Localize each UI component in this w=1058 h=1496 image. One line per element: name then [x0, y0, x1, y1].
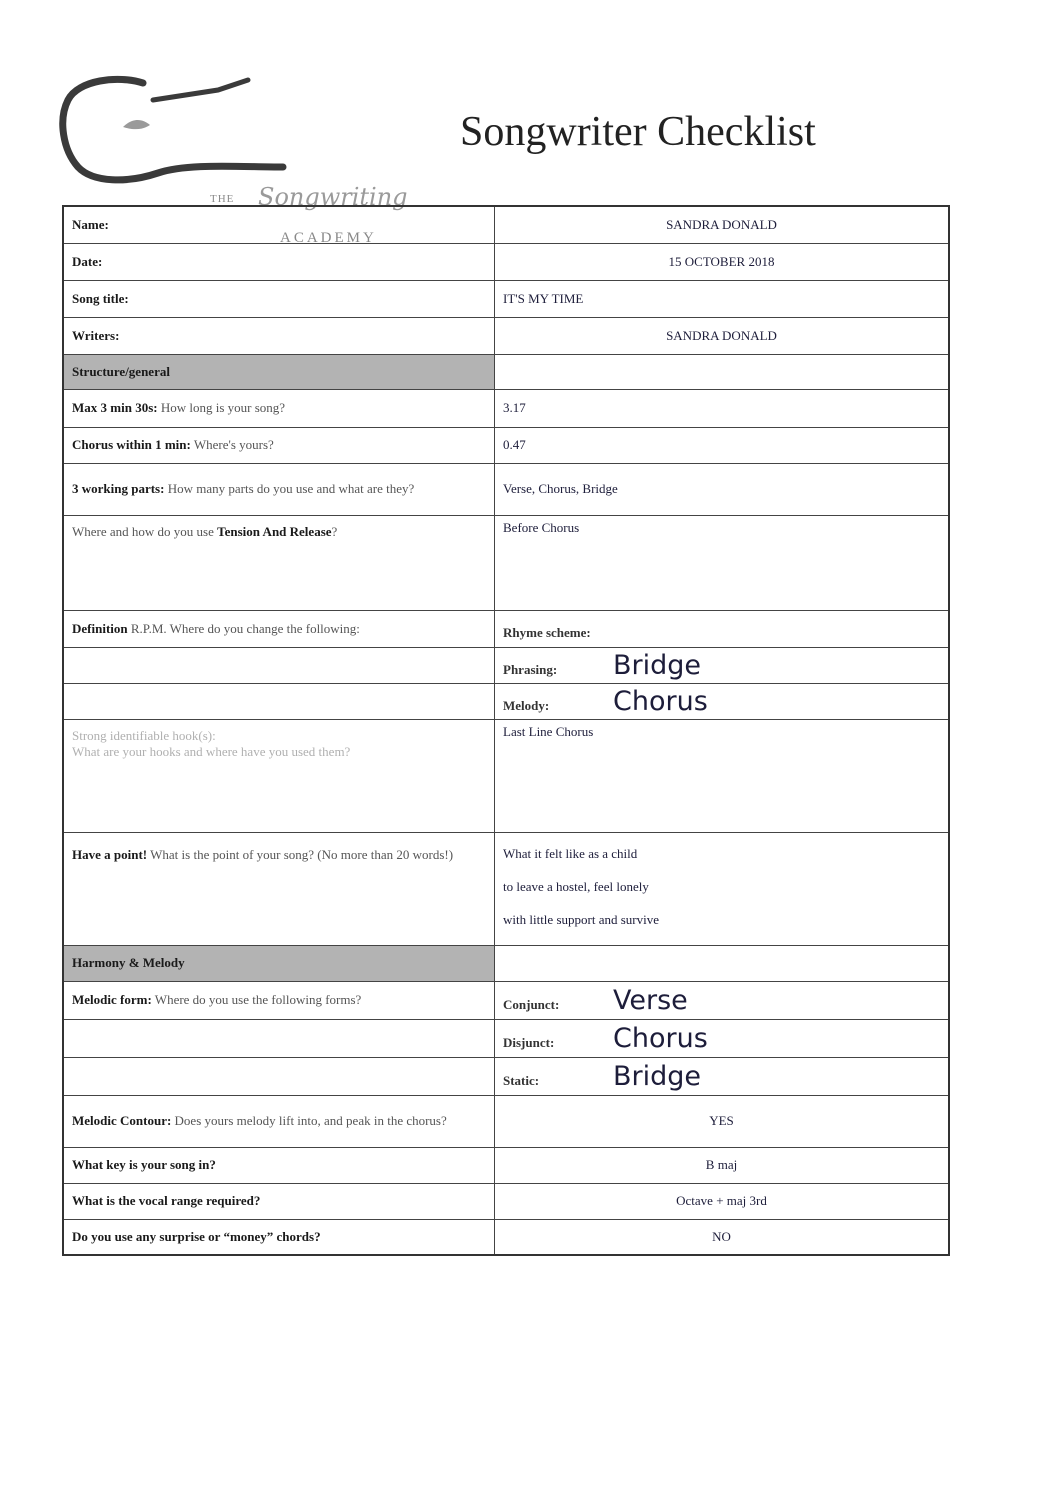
form-question: Melodic form: Where do you use the following forms? [63, 981, 495, 1019]
disjunct-value: Chorus [613, 1022, 708, 1054]
blank-cell [63, 1057, 495, 1095]
table-row [63, 354, 949, 389]
table-row [63, 647, 949, 683]
song-title-label: Song title: [63, 280, 495, 317]
phrasing-value: Bridge [613, 649, 702, 681]
range-question: What is the vocal range required? [63, 1183, 495, 1219]
section-harmony-blank [495, 945, 950, 981]
table-row [63, 463, 949, 515]
table-row [63, 515, 949, 610]
conjunct-label: Conjunct: [503, 996, 560, 1012]
parts-question: 3 working parts: How many parts do you use and what are they? [63, 463, 495, 515]
guitar-logo-icon [58, 75, 358, 185]
section-structure-blank [495, 354, 950, 389]
song-title-value[interactable]: IT'S MY TIME [495, 280, 950, 317]
melody-cell[interactable] [495, 683, 950, 719]
table-row [63, 317, 949, 354]
table-row [63, 832, 949, 945]
tension-answer[interactable]: Before Chorus [495, 515, 950, 610]
phrasing-label: Phrasing: [503, 661, 558, 677]
length-question: Max 3 min 30s: How long is your song? [63, 389, 495, 427]
conjunct-cell[interactable] [495, 981, 950, 1019]
point-question: Have a point! What is the point of your song? (No more than 20 words!) [63, 832, 495, 945]
name-label: Name: [63, 206, 495, 243]
table-row [63, 1183, 949, 1219]
table-row [63, 981, 949, 1019]
chorus-answer[interactable]: 0.47 [495, 427, 950, 463]
length-answer[interactable]: 3.17 [495, 389, 950, 427]
surprise-answer[interactable]: NO [495, 1219, 950, 1255]
table-row [63, 206, 949, 243]
chorus-question: Chorus within 1 min: Where's yours? [63, 427, 495, 463]
range-answer[interactable]: Octave + maj 3rd [495, 1183, 950, 1219]
blank-cell [63, 1019, 495, 1057]
name-value[interactable]: SANDRA DONALD [495, 206, 950, 243]
date-label: Date: [63, 243, 495, 280]
disjunct-cell[interactable] [495, 1019, 950, 1057]
static-label: Static: [503, 1072, 540, 1088]
contour-question: Melodic Contour: Does yours melody lift into, and peak in the chorus? [63, 1095, 495, 1147]
blank-cell [63, 647, 495, 683]
table-row [63, 389, 949, 427]
hooks-question: Strong identifiable hook(s): What are your hooks and where have you used them? [63, 719, 495, 832]
tension-question: Where and how do you use Tension And Release? [63, 515, 495, 610]
rhyme-label: Rhyme scheme: [503, 625, 591, 640]
blank-cell [63, 683, 495, 719]
table-row [63, 427, 949, 463]
section-structure: Structure/general [63, 354, 495, 389]
surprise-question: Do you use any surprise or “money” chords? [63, 1219, 495, 1255]
table-row [63, 280, 949, 317]
conjunct-value: Verse [613, 984, 688, 1016]
logo-songwriting: Songwriting [258, 183, 408, 211]
table-row [63, 243, 949, 280]
phrasing-cell[interactable] [495, 647, 950, 683]
static-value: Bridge [613, 1060, 702, 1092]
table-row [63, 610, 949, 647]
table-row [63, 719, 949, 832]
checklist-table [62, 205, 950, 1256]
definition-question: Definition R.P.M. Where do you change the following: [63, 610, 495, 647]
key-answer[interactable]: B maj [495, 1147, 950, 1183]
rhyme-cell[interactable] [495, 610, 950, 647]
table-row [63, 945, 949, 981]
table-row [63, 1219, 949, 1255]
melody-label: Melody: [503, 697, 550, 713]
logo-academy: ACADEMY [280, 230, 377, 246]
section-harmony: Harmony & Melody [63, 945, 495, 981]
table-row [63, 683, 949, 719]
logo-the: THE [210, 193, 235, 205]
static-cell[interactable] [495, 1057, 950, 1095]
page-title: Songwriter Checklist [460, 109, 816, 155]
table-row [63, 1095, 949, 1147]
table-row [63, 1147, 949, 1183]
table-row [63, 1019, 949, 1057]
disjunct-label: Disjunct: [503, 1034, 555, 1050]
writers-label: Writers: [63, 317, 495, 354]
melody-value: Chorus [613, 685, 708, 717]
writers-value[interactable]: SANDRA DONALD [495, 317, 950, 354]
table-row [63, 1057, 949, 1095]
parts-answer[interactable]: Verse, Chorus, Bridge [495, 463, 950, 515]
point-answer[interactable]: What it felt like as a child to leave a hostel, feel lonely with little support and survive [495, 832, 950, 945]
date-value[interactable]: 15 OCTOBER 2018 [495, 243, 950, 280]
key-question: What key is your song in? [63, 1147, 495, 1183]
contour-answer[interactable]: YES [495, 1095, 950, 1147]
hooks-answer[interactable]: Last Line Chorus [495, 719, 950, 832]
